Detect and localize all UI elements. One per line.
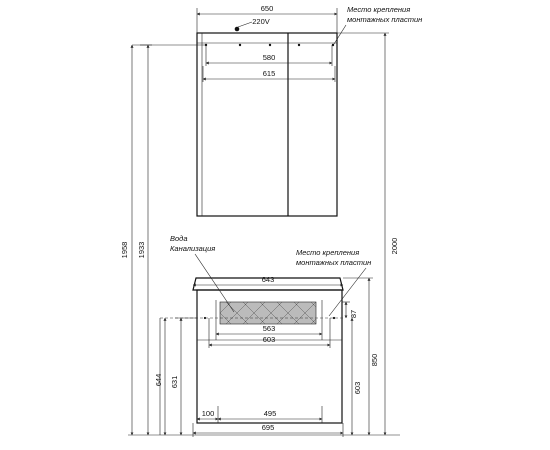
cabinet-mount-note-line1: Место крепления bbox=[296, 248, 360, 257]
dim-1933: 1933 bbox=[137, 241, 146, 259]
dim-100: 100 bbox=[201, 409, 215, 418]
power-socket-icon bbox=[235, 27, 240, 32]
power-label: 220V bbox=[252, 17, 270, 26]
dim-603-vertical: 603 bbox=[353, 381, 362, 395]
water-note-line1: Вода bbox=[170, 234, 188, 243]
dim-643: 643 bbox=[261, 275, 275, 284]
dim-695: 695 bbox=[261, 423, 275, 432]
dim-580: 580 bbox=[262, 53, 276, 62]
cabinet-dimensions bbox=[160, 234, 371, 437]
base-cabinet bbox=[193, 278, 343, 423]
dim-644: 644 bbox=[154, 373, 163, 387]
vertical-dimensions bbox=[120, 33, 400, 435]
cabinet-mount-note-line2: монтажных пластин bbox=[296, 258, 372, 267]
mount-hole-icon bbox=[239, 44, 241, 46]
dim-603: 603 bbox=[262, 335, 276, 344]
dim-631: 631 bbox=[170, 375, 179, 389]
mount-hole-icon bbox=[269, 44, 271, 46]
mount-hole-icon bbox=[333, 317, 335, 319]
dim-563: 563 bbox=[262, 324, 276, 333]
hatched-zone bbox=[220, 302, 316, 324]
mirror-mount-note-line2: монтажных пластин bbox=[347, 15, 423, 24]
mount-hole-icon bbox=[298, 44, 300, 46]
mirror-mount-note-line1: Место крепления bbox=[347, 5, 411, 14]
dim-2000: 2000 bbox=[390, 237, 399, 255]
dim-87: 87 bbox=[349, 309, 358, 319]
dim-850: 850 bbox=[370, 353, 379, 367]
dim-615: 615 bbox=[262, 69, 276, 78]
dim-495: 495 bbox=[263, 409, 277, 418]
dim-1958: 1958 bbox=[120, 241, 129, 259]
water-note-line2: Канализация bbox=[170, 244, 216, 253]
dim-650: 650 bbox=[260, 4, 274, 13]
